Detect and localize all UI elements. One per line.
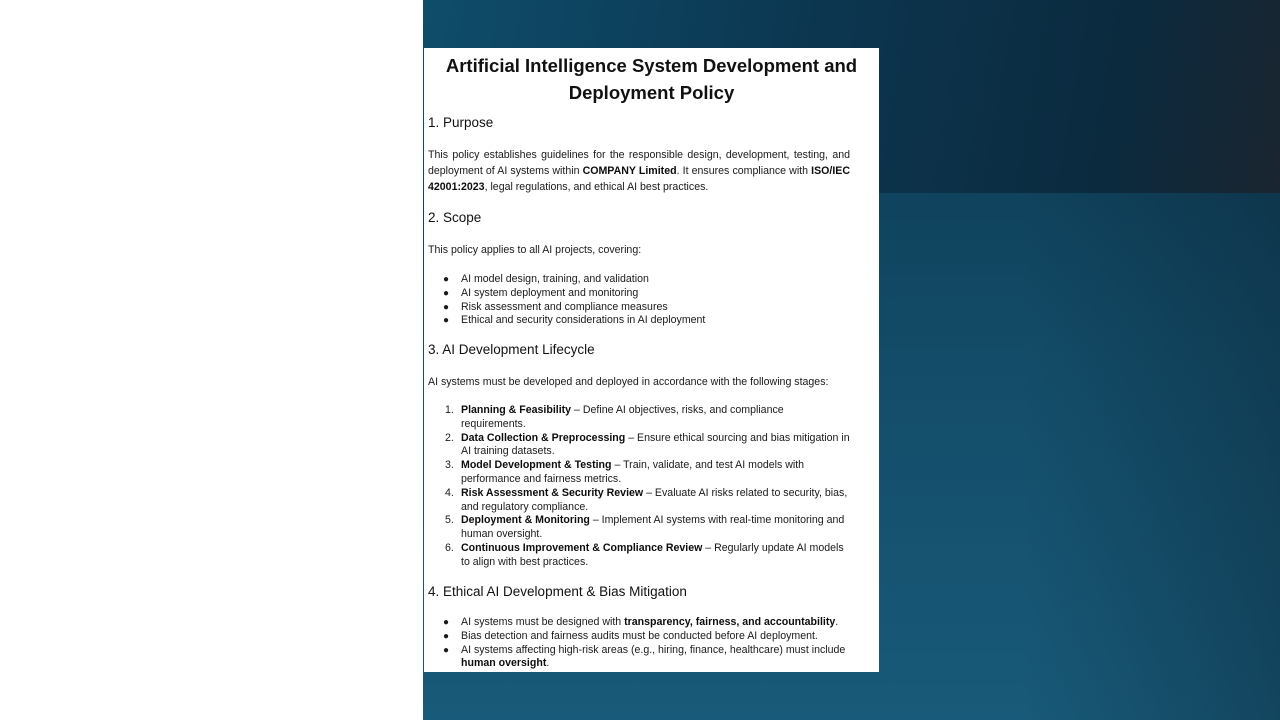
stage-number: 1. bbox=[445, 404, 454, 416]
ethics-item-end: . bbox=[546, 657, 550, 670]
list-item bbox=[424, 459, 879, 487]
stage-desc: – Train, validate, and test AI models with performance and fairness metrics. bbox=[461, 459, 805, 485]
stage-desc: – Ensure ethical sourcing and bias mitigation in AI training datasets. bbox=[461, 431, 850, 458]
stage-desc: – Regularly update AI models to align with best practices. bbox=[461, 541, 844, 568]
stage-name: Deployment & Monitoring bbox=[461, 514, 590, 527]
stage-desc: – Define AI objectives, risks, and compliance requirements. bbox=[461, 404, 784, 430]
list-item bbox=[424, 273, 879, 287]
ethics-item-text: AI systems affecting high-risk areas (e.g., hiring, finance, healthcare) must include bbox=[461, 643, 846, 656]
bullet-icon: ● bbox=[443, 274, 450, 285]
bullet-icon: ● bbox=[443, 617, 450, 628]
ethics-item-emphasis: human oversight bbox=[461, 657, 547, 670]
list-item bbox=[424, 616, 879, 630]
stage-number: 4. bbox=[445, 486, 454, 499]
stage-number: 3. bbox=[445, 459, 454, 472]
scope-intro: This policy applies to all AI projects, covering: bbox=[428, 244, 642, 256]
list-item bbox=[424, 542, 879, 570]
list-item bbox=[424, 487, 879, 515]
ethics-item-emphasis: transparency, fairness, and accountability bbox=[624, 616, 836, 628]
stage-name: Data Collection & Preprocessing bbox=[461, 431, 626, 444]
bullet-icon: ● bbox=[443, 630, 450, 642]
list-item bbox=[424, 432, 879, 460]
ethics-list bbox=[424, 616, 879, 671]
stage-name: Planning & Feasibility bbox=[461, 404, 572, 416]
bullet-icon: ● bbox=[443, 644, 450, 656]
stage-desc: – Evaluate AI risks related to security, bias, and regulatory compliance. bbox=[461, 486, 848, 513]
document-title: Artificial Intelligence System Development and Deployment Policy bbox=[445, 55, 858, 103]
ethics-item-end: . bbox=[835, 616, 839, 628]
list-item bbox=[424, 514, 879, 542]
ethics-item-text: AI systems must be designed with bbox=[461, 616, 625, 628]
company-name: COMPANY Limited bbox=[582, 165, 677, 177]
stage-name: Continuous Improvement & Compliance Review bbox=[461, 541, 703, 554]
bullet-icon: ● bbox=[443, 287, 450, 299]
background-fade bbox=[1023, 193, 1280, 720]
purpose-heading: 1. Purpose bbox=[428, 115, 494, 130]
list-item bbox=[424, 630, 879, 644]
stage-name: Model Development & Testing bbox=[461, 459, 612, 472]
bullet-icon: ● bbox=[443, 301, 450, 313]
document-page bbox=[424, 48, 879, 672]
scope-item-text: Risk assessment and compliance measures bbox=[461, 300, 668, 313]
scope-list bbox=[424, 273, 879, 328]
list-item bbox=[424, 404, 879, 432]
purpose-text-1: This policy establishes guidelines for the responsible design, development, testing, and deployment of AI systems within bbox=[428, 149, 850, 177]
purpose-text-2: . It ensures compliance with bbox=[676, 165, 812, 177]
scope-heading: 2. Scope bbox=[428, 210, 482, 225]
scope-item-text: AI system deployment and monitoring bbox=[461, 286, 639, 299]
iso-standard: ISO/IEC 42001:2023 bbox=[428, 165, 850, 193]
lifecycle-list bbox=[424, 404, 879, 570]
scope-item-text: AI model design, training, and validation bbox=[461, 273, 649, 285]
list-item bbox=[424, 314, 879, 328]
lifecycle-heading: 3. AI Development Lifecycle bbox=[428, 342, 595, 357]
stage-number: 2. bbox=[445, 431, 454, 444]
stage-desc: – Implement AI systems with real-time monitoring and human oversight. bbox=[461, 514, 845, 541]
ethics-heading: 4. Ethical AI Development & Bias Mitigation bbox=[428, 584, 687, 599]
list-item bbox=[424, 644, 879, 672]
scope-item-text: Ethical and security considerations in AI deployment bbox=[461, 314, 706, 327]
stage-number: 5. bbox=[445, 514, 454, 527]
purpose-paragraph bbox=[428, 147, 850, 195]
stage-number: 6. bbox=[445, 541, 454, 554]
stage-name: Risk Assessment & Security Review bbox=[461, 486, 644, 499]
bullet-icon: ● bbox=[443, 315, 450, 327]
list-item bbox=[424, 301, 879, 315]
ethics-item-text: Bias detection and fairness audits must be conducted before AI deployment. bbox=[461, 629, 818, 642]
purpose-text-3: , legal regulations, and ethical AI best practices. bbox=[484, 181, 709, 193]
lifecycle-intro: AI systems must be developed and deployed in accordance with the following stages: bbox=[428, 376, 829, 388]
list-item bbox=[424, 287, 879, 301]
